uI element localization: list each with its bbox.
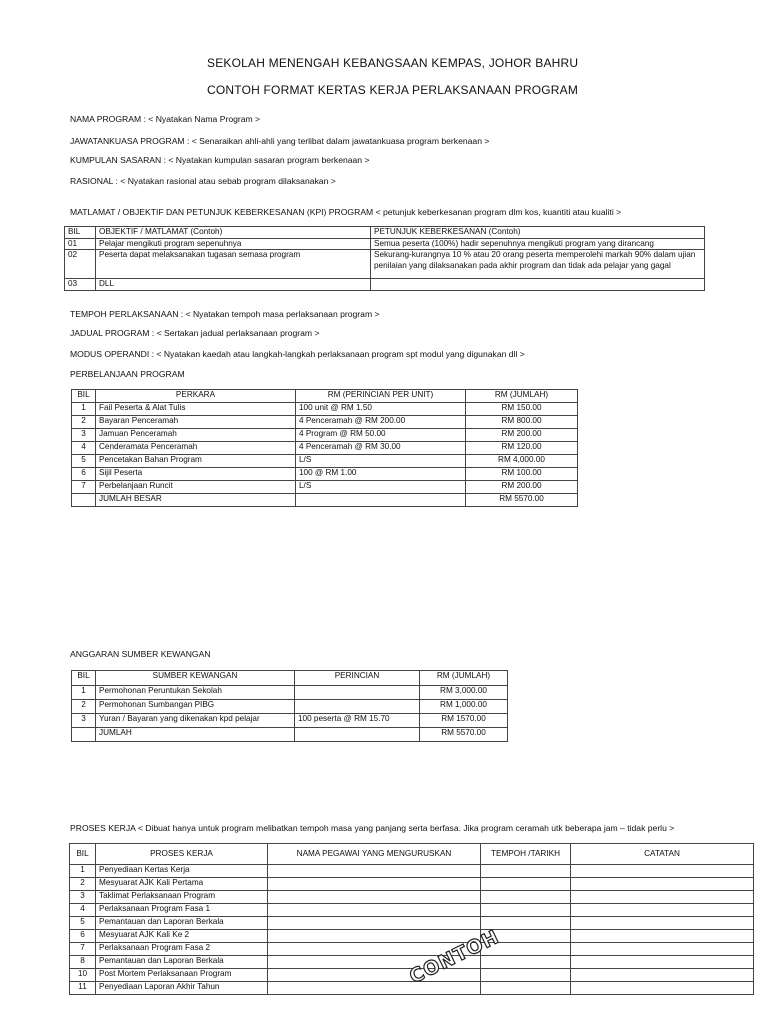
table-row — [72, 468, 578, 481]
table-cell — [268, 982, 481, 995]
table-row — [70, 917, 754, 930]
table-cell: Perlaksanaan Program Fasa 2 — [96, 943, 268, 956]
field-proses: PROSES KERJA < Dibuat hanya untuk program melibatkan tempoh masa yang panjang serta berfasa. Jika program ceramah utk beberapa jam – tidak perlu > — [70, 823, 675, 833]
table-cell — [571, 956, 754, 969]
table-row — [72, 686, 508, 700]
field-anggaran: ANGGARAN SUMBER KEWANGAN — [70, 649, 211, 659]
school-title: SEKOLAH MENENGAH KEBANGSAAN KEMPAS, JOHOR BAHRU — [207, 56, 579, 70]
table-cell: 5 — [72, 455, 96, 468]
table-cell: RM 5570.00 — [466, 494, 578, 507]
table-cell: 03 — [65, 279, 96, 291]
table-row — [72, 728, 508, 742]
header-cell: BIL — [72, 671, 96, 686]
table-cell — [571, 865, 754, 878]
table-row — [72, 481, 578, 494]
header-cell: BIL — [72, 390, 96, 403]
table-cell: RM 800.00 — [466, 416, 578, 429]
table-cell — [268, 878, 481, 891]
table-cell: DLL — [96, 279, 371, 291]
header-cell: BIL — [65, 227, 96, 239]
table-cell: 4 Program @ RM 50.00 — [296, 429, 466, 442]
table-cell: Post Mortem Perlaksanaan Program — [96, 969, 268, 982]
table-cell — [481, 878, 571, 891]
table-cell: JUMLAH BESAR — [96, 494, 296, 507]
table-cell: RM 3,000.00 — [420, 686, 508, 700]
table-row — [70, 891, 754, 904]
table-row — [72, 714, 508, 728]
table-row — [70, 930, 754, 943]
table-row — [72, 416, 578, 429]
field-matlamat: MATLAMAT / OBJEKTIF DAN PETUNJUK KEBERKESANAN (KPI) PROGRAM < petunjuk keberkesanan program dlm kos, kuantiti atau kualiti > — [70, 207, 622, 217]
table-cell — [481, 891, 571, 904]
header-cell: CATATAN — [571, 844, 754, 865]
table-cell: Sijil Peserta — [96, 468, 296, 481]
document-title: CONTOH FORMAT KERTAS KERJA PERLAKSANAAN PROGRAM — [207, 83, 579, 97]
table-row — [72, 403, 578, 416]
table-cell: RM 5570.00 — [420, 728, 508, 742]
table-header-row — [70, 844, 754, 865]
table-cell: Peserta dapat melaksanakan tugasan semasa program — [96, 250, 371, 279]
header-cell: NAMA PEGAWAI YANG MENGURUSKAN — [268, 844, 481, 865]
table-cell: 100 @ RM 1.00 — [296, 468, 466, 481]
table-cell: JUMLAH — [96, 728, 295, 742]
table-cell — [571, 878, 754, 891]
table-cell — [571, 969, 754, 982]
field-modus: MODUS OPERANDI : < Nyatakan kaedah atau langkah-langkah perlaksanaan program spt modul yang digunakan dll > — [70, 349, 525, 359]
table-cell — [481, 982, 571, 995]
header-cell: SUMBER KEWANGAN — [96, 671, 295, 686]
header-cell: PERINCIAN — [295, 671, 420, 686]
table-header-row — [72, 671, 508, 686]
table-cell: 6 — [72, 468, 96, 481]
table-cell — [571, 917, 754, 930]
table-cell: 3 — [72, 714, 96, 728]
table-cell — [268, 930, 481, 943]
table-row — [72, 442, 578, 455]
table-row — [72, 494, 578, 507]
table-cell: 7 — [70, 943, 96, 956]
header-cell: TEMPOH /TARIKH — [481, 844, 571, 865]
table-cell — [296, 494, 466, 507]
table-cell — [72, 728, 96, 742]
table-cell: RM 4,000.00 — [466, 455, 578, 468]
header-cell: PERKARA — [96, 390, 296, 403]
contoh-stamp: CONTOH — [406, 925, 503, 989]
table-cell: 02 — [65, 250, 96, 279]
table-row — [70, 943, 754, 956]
table-cell: Pemantauan dan Laporan Berkala — [96, 956, 268, 969]
table-row — [70, 904, 754, 917]
table-row — [70, 982, 754, 995]
table-cell — [268, 917, 481, 930]
header-cell: OBJEKTIF / MATLAMAT (Contoh) — [96, 227, 371, 239]
table-cell: Pencetakan Bahan Program — [96, 455, 296, 468]
table-cell: 2 — [72, 416, 96, 429]
header-cell: BIL — [70, 844, 96, 865]
table-cell: 1 — [70, 865, 96, 878]
table-cell — [268, 891, 481, 904]
table-cell: 5 — [70, 917, 96, 930]
field-kumpulan-sasaran: KUMPULAN SASARAN : < Nyatakan kumpulan sasaran program berkenaan > — [70, 155, 370, 165]
header-cell: PROSES KERJA — [96, 844, 268, 865]
table-cell: RM 1570.00 — [420, 714, 508, 728]
table-cell: L/S — [296, 455, 466, 468]
table-row — [65, 279, 705, 291]
table-cell: 1 — [72, 686, 96, 700]
table-cell — [571, 930, 754, 943]
table-cell: Sekurang-kurangnya 10 % atau 20 orang peserta memperolehi markah 90% dalam ujian penilaian yang dilaksanakan pada akhir program dan tidak ada pelajar yang gagal — [371, 250, 705, 279]
table-cell — [481, 904, 571, 917]
table-cell — [371, 279, 705, 291]
table-cell: Permohonan Peruntukan Sekolah — [96, 686, 295, 700]
table-cell: Penyediaan Kertas Kerja — [96, 865, 268, 878]
table-row — [72, 700, 508, 714]
table-cell — [268, 904, 481, 917]
header-cell: RM (JUMLAH) — [466, 390, 578, 403]
table-cell: Pemantauan dan Laporan Berkala — [96, 917, 268, 930]
table-cell: 2 — [72, 700, 96, 714]
table-cell: Mesyuarat AJK Kali Pertama — [96, 878, 268, 891]
table-cell: 4 Penceramah @ RM 200.00 — [296, 416, 466, 429]
table-cell — [295, 686, 420, 700]
table-cell: Semua peserta (100%) hadir sepenuhnya mengikuti program yang dirancang — [371, 238, 705, 250]
table-cell — [481, 956, 571, 969]
table-cell — [571, 982, 754, 995]
table-cell — [268, 865, 481, 878]
table-cell: Perlaksanaan Program Fasa 1 — [96, 904, 268, 917]
table-cell: Permohonan Sumbangan PIBG — [96, 700, 295, 714]
table-cell: RM 100.00 — [466, 468, 578, 481]
table-row — [65, 250, 705, 279]
table-cell: 4 Penceramah @ RM 30.00 — [296, 442, 466, 455]
field-jawatankuasa: JAWATANKUASA PROGRAM : < Senaraikan ahli-ahli yang terlibat dalam jawatankuasa program berkenaan > — [70, 136, 490, 146]
table-cell: RM 150.00 — [466, 403, 578, 416]
table-row — [65, 238, 705, 250]
table-cell: RM 1,000.00 — [420, 700, 508, 714]
table-cell: Cenderamata Penceramah — [96, 442, 296, 455]
table-cell — [571, 943, 754, 956]
table-cell: 6 — [70, 930, 96, 943]
table-cell: 3 — [70, 891, 96, 904]
table-cell: 10 — [70, 969, 96, 982]
table-row — [70, 878, 754, 891]
table-cell: Jamuan Penceramah — [96, 429, 296, 442]
table-cell: RM 120.00 — [466, 442, 578, 455]
table-cell: 01 — [65, 238, 96, 250]
table-cell: Perbelanjaan Runcit — [96, 481, 296, 494]
table-cell — [295, 728, 420, 742]
table-cell: 7 — [72, 481, 96, 494]
table-cell: Penyediaan Laporan Akhir Tahun — [96, 982, 268, 995]
anggaran-table — [71, 670, 508, 742]
perbelanjaan-table — [71, 389, 578, 507]
table-row — [72, 429, 578, 442]
table-cell: 100 unit @ RM 1.50 — [296, 403, 466, 416]
table-cell — [295, 700, 420, 714]
table-cell: 3 — [72, 429, 96, 442]
field-tempoh: TEMPOH PERLAKSANAAN : < Nyatakan tempoh masa perlaksanaan program > — [70, 309, 380, 319]
table-cell: L/S — [296, 481, 466, 494]
table-cell: Yuran / Bayaran yang dikenakan kpd pelajar — [96, 714, 295, 728]
table-cell: Taklimat Perlaksanaan Program — [96, 891, 268, 904]
table-row — [72, 455, 578, 468]
table-cell: RM 200.00 — [466, 481, 578, 494]
table-cell — [481, 969, 571, 982]
objektif-table — [64, 226, 705, 291]
table-cell: 2 — [70, 878, 96, 891]
header-cell: RM (JUMLAH) — [420, 671, 508, 686]
field-nama-program: NAMA PROGRAM : < Nyatakan Nama Program > — [70, 114, 261, 124]
table-cell: Mesyuarat AJK Kali Ke 2 — [96, 930, 268, 943]
field-jadual: JADUAL PROGRAM : < Sertakan jadual perlaksanaan program > — [70, 328, 320, 338]
table-cell: Pelajar mengikuti program sepenuhnya — [96, 238, 371, 250]
table-cell — [72, 494, 96, 507]
table-cell — [571, 891, 754, 904]
table-cell: Fail Peserta & Alat Tulis — [96, 403, 296, 416]
table-cell: 1 — [72, 403, 96, 416]
table-cell — [571, 904, 754, 917]
header-cell: PETUNJUK KEBERKESANAN (Contoh) — [371, 227, 705, 239]
header-cell: RM (PERINCIAN PER UNIT) — [296, 390, 466, 403]
table-header-row — [72, 390, 578, 403]
table-cell: 100 peserta @ RM 15.70 — [295, 714, 420, 728]
table-cell: 4 — [72, 442, 96, 455]
field-perbelanjaan: PERBELANJAAN PROGRAM — [70, 369, 185, 379]
field-rasional: RASIONAL : < Nyatakan rasional atau sebab program dilaksanakan > — [70, 176, 336, 186]
table-cell: RM 200.00 — [466, 429, 578, 442]
table-cell: 11 — [70, 982, 96, 995]
table-header-row — [65, 227, 705, 239]
table-cell: 8 — [70, 956, 96, 969]
table-cell — [481, 865, 571, 878]
table-cell: 4 — [70, 904, 96, 917]
table-row — [70, 865, 754, 878]
table-cell: Bayaran Penceramah — [96, 416, 296, 429]
